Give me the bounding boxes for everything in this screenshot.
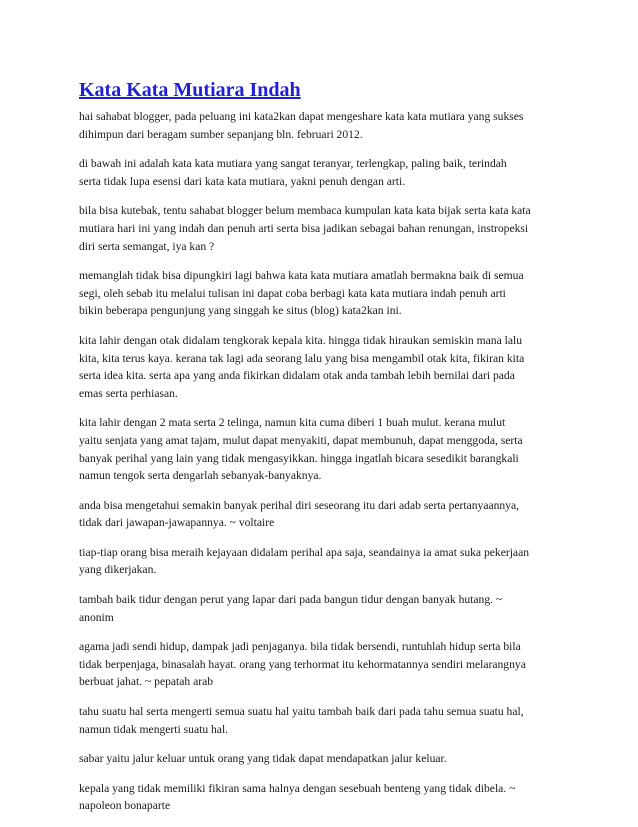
- paragraph-10: agama jadi sendi hidup, dampak jadi penjaganya. bila tidak bersendi, runtuhlah hidup serta bila tidak berpenjaga, binasalah hayat. orang yang terhormat itu kehormatannya sendiri melarangnya berbuat jahat. ~ pepatah arab: [79, 640, 526, 689]
- paragraph-13: kepala yang tidak memiliki fikiran sama halnya dengan sesebuah benteng yang tidak dibela. ~ napoleon bonaparte: [79, 781, 516, 813]
- document-page: [79, 78, 569, 827]
- paragraph-8: tiap-tiap orang bisa meraih kejayaan didalam perihal apa saja, seandainya ia amat suka pekerjaan yang dikerjakan.: [79, 545, 530, 577]
- paragraph-5: kita lahir dengan otak didalam tengkorak kepala kita. hingga tidak hiraukan semiskin mana lalu kita, kita terus kaya. kerana tak lagi ada seorang lalu yang bisa mengambil otak kita, fikiran kita serta idea kita. serta apa yang anda fikirkan didalam otak anda tambah lebih bernilai dari pada emas serta perhiasan.: [79, 333, 525, 400]
- paragraph-12: sabar yaitu jalur keluar untuk orang yang tidak dapat mendapatkan jalur keluar.: [79, 752, 447, 766]
- paragraph-3: bila bisa kutebak, tentu sahabat blogger belum membaca kumpulan kata kata bijak serta kata kata mutiara hari ini yang indah dan penuh arti serta bisa jadikan sebagai bahan renungan, instropeksi diri serta semangat, iya kan ?: [79, 204, 531, 253]
- paragraph-7: anda bisa mengetahui semakin banyak perihal diri seseorang itu dari adab serta pertanyaannya, tidak dari jawapan-jawapannya. ~ voltaire: [79, 498, 520, 530]
- paragraph-9: tambah baik tidur dengan perut yang lapar dari pada bangun tidur dengan banyak hutang. ~ anonim: [79, 593, 503, 624]
- paragraph-1: hai sahabat blogger, pada peluang ini kata2kan dapat mengeshare kata kata mutiara yang sukses dihimpun dari beragam sumber sepanjang bln. februari 2012.: [79, 110, 524, 141]
- document-title[interactable]: Kata Kata Mutiara Indah: [79, 79, 301, 101]
- paragraph-2: di bawah ini adalah kata kata mutiara yang sangat teranyar, terlengkap, paling baik, terindah serta tidak lupa esensi dari kata kata mutiara, yakni penuh dengan arti.: [79, 157, 507, 188]
- paragraph-4: memanglah tidak bisa dipungkiri lagi bahwa kata kata mutiara amatlah bermakna baik di semua segi, oleh sebab itu melalui tulisan ini dapat coba berbagi kata kata mutiara indah penuh arti bikin beberapa pengunjung yang singgah ke situs (blog) kata2kan ini.: [79, 269, 524, 318]
- paragraph-11: tahu suatu hal serta mengerti semua suatu hal yaitu tambah baik dari pada tahu semua suatu hal, namun tidak mengerti suatu hal.: [79, 705, 524, 736]
- paragraph-6: kita lahir dengan 2 mata serta 2 telinga, namun kita cuma diberi 1 buah mulut. kerana mulut yaitu senjata yang amat tajam, mulut dapat menyakiti, dapat membunuh, dapat menggoda, serta banyak perihal yang lain yang tidak mengasyikkan. hingga ingatlah bicara sesedikit barangkali namun tengok serta dengarlah sebanyak-banyaknya.: [79, 416, 523, 483]
